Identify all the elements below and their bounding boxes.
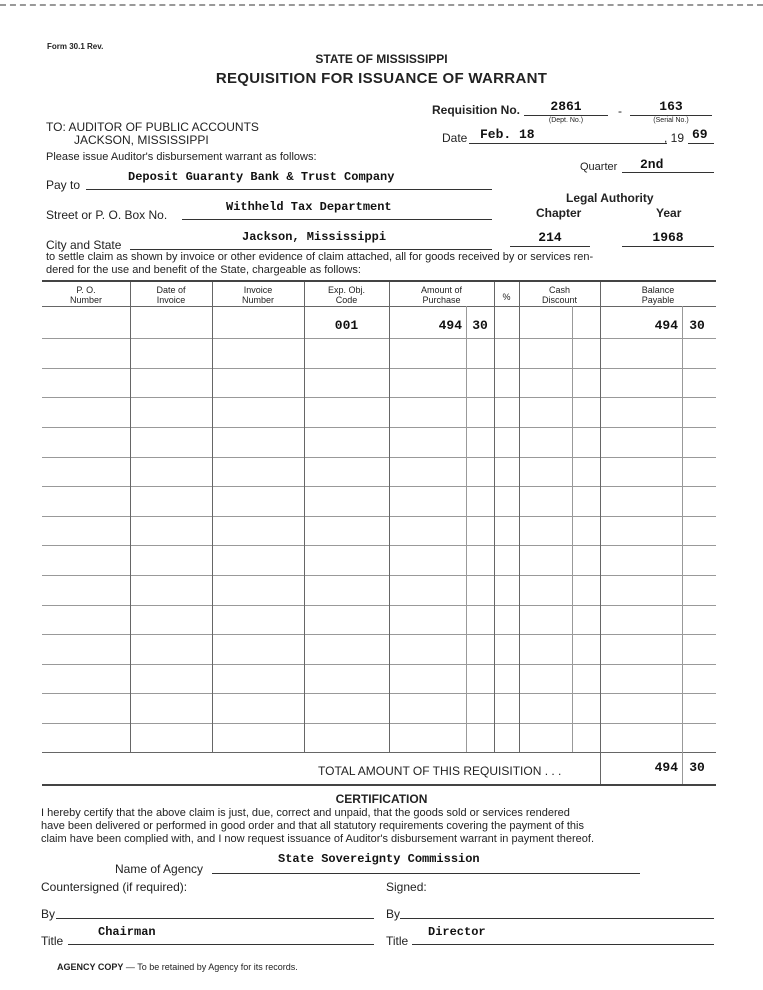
year-line (688, 143, 714, 144)
page-title: REQUISITION FOR ISSUANCE OF WARRANT (215, 70, 548, 87)
header-balance (600, 285, 716, 305)
serial-number: 163 (659, 99, 683, 114)
requisition-label: Requisition No. (432, 103, 520, 117)
row1-amount-cents: 30 (472, 318, 488, 333)
row1-balance-dollars: 494 (654, 318, 678, 333)
total-cents: 30 (689, 760, 705, 775)
chapter-line (510, 246, 590, 247)
state-heading: STATE OF MISSISSIPPI (315, 52, 448, 66)
settle-text-line2: dered for the use and benefit of the State, chargeable as follows: (46, 264, 361, 276)
row-line (42, 427, 716, 428)
table-top-border (42, 280, 716, 282)
countersigned-label: Countersigned (if required): (41, 880, 188, 894)
date-label: Date (442, 131, 468, 145)
header-invoice-line2: Number (241, 295, 274, 305)
header-invoice (212, 285, 304, 305)
agency-value: State Sovereignty Commission (278, 852, 480, 866)
header-exp-line2: Code (335, 295, 358, 305)
row-line (42, 457, 716, 458)
requisition-dash: - (618, 104, 622, 118)
header-po-line1: P. O. (76, 285, 96, 295)
row-line (42, 723, 716, 724)
header-exp (304, 285, 389, 305)
certification-line1: I hereby certify that the above claim is just, due, correct and unpaid, that the goods sold or services rendered (41, 807, 570, 819)
left-by-label: By (41, 907, 56, 921)
year-prefix: , 19 (664, 131, 685, 145)
dept-no-line (524, 115, 608, 116)
col-divider (494, 282, 495, 752)
row-line (42, 545, 716, 546)
right-by-line (400, 918, 714, 919)
footer-note (57, 962, 298, 972)
table-bottom-border (42, 784, 716, 786)
cents-divider (572, 306, 573, 752)
street-label: Street or P. O. Box No. (46, 208, 168, 222)
row1-exp-code: 001 (334, 318, 359, 333)
quarter-line (622, 172, 714, 173)
settle-text-line1: to settle claim as shown by invoice or other evidence of claim attached, all for goods received by or services ren- (46, 251, 594, 263)
page-top-edge (0, 4, 763, 6)
chapter-label: Chapter (536, 206, 582, 220)
left-title-label: Title (41, 934, 64, 948)
header-exp-line1: Exp. Obj. (327, 285, 365, 295)
row-line (42, 634, 716, 635)
header-balance-line1: Balance (641, 285, 675, 295)
row1-balance-cents: 30 (689, 318, 705, 333)
header-percent: % (502, 292, 511, 302)
certification-title: CERTIFICATION (335, 792, 428, 806)
signed-label: Signed: (386, 880, 427, 894)
serial-no-line (630, 115, 712, 116)
dept-caption: (Dept. No.) (548, 117, 584, 124)
pay-to-label: Pay to (46, 178, 81, 192)
chapter-value: 214 (538, 230, 562, 245)
table-body-bottom (42, 752, 716, 753)
city-label: City and State (46, 238, 122, 252)
row-line (42, 664, 716, 665)
legal-year-value: 1968 (652, 230, 684, 245)
agency-line (212, 873, 640, 874)
right-by-label: By (386, 907, 401, 921)
header-amount-line2: Purchase (422, 295, 461, 305)
issue-instruction: Please issue Auditor's disbursement warrant as follows: (46, 151, 317, 163)
header-date (130, 285, 212, 305)
header-date-line2: Invoice (156, 295, 186, 305)
left-by-line (56, 918, 374, 919)
row-line (42, 368, 716, 369)
col-divider (389, 282, 390, 752)
total-label: TOTAL AMOUNT OF THIS REQUISITION . . . (318, 764, 562, 778)
dept-number: 2861 (550, 99, 582, 114)
year-value: 69 (692, 127, 708, 142)
col-divider (304, 282, 305, 752)
right-title-value: Director (428, 925, 486, 939)
agency-label: Name of Agency (115, 862, 204, 876)
row-line (42, 397, 716, 398)
legal-year-line (622, 246, 714, 247)
date-value: Feb. 18 (480, 127, 535, 142)
header-po (42, 285, 130, 305)
year-column-label: Year (656, 206, 682, 220)
left-title-value: Chairman (98, 925, 156, 939)
pay-to-value: Deposit Guaranty Bank & Trust Company (128, 170, 395, 184)
header-balance-line2: Payable (641, 295, 675, 305)
header-invoice-line1: Invoice (243, 285, 273, 295)
row-line (42, 516, 716, 517)
agency-copy-text: — To be retained by Agency for its records. (123, 962, 298, 972)
col-divider (519, 282, 520, 752)
cents-divider (466, 306, 467, 752)
row1-amount-dollars: 494 (438, 318, 462, 333)
row-line (42, 486, 716, 487)
row-line (42, 338, 716, 339)
addressee-line2: JACKSON, MISSISSIPPI (74, 133, 209, 147)
street-value: Withheld Tax Department (226, 200, 392, 214)
legal-authority-title: Legal Authority (566, 191, 654, 205)
right-title-line (412, 944, 714, 945)
cents-divider (682, 306, 683, 784)
right-title-label: Title (386, 934, 409, 948)
header-amount-line1: Amount of (420, 285, 463, 295)
header-cash-line1: Cash (548, 285, 570, 295)
total-dollars: 494 (654, 760, 678, 775)
col-divider (212, 282, 213, 752)
header-po-line2: Number (69, 295, 102, 305)
row-line (42, 575, 716, 576)
left-title-line (68, 944, 374, 945)
street-line (182, 219, 492, 220)
addressee-line1: TO: AUDITOR OF PUBLIC ACCOUNTS (46, 120, 259, 134)
header-cash-line2: Discount (541, 295, 577, 305)
form-number: Form 30.1 Rev. (47, 42, 104, 51)
quarter-label: Quarter (580, 161, 618, 173)
col-divider (600, 282, 601, 784)
date-line (469, 143, 667, 144)
quarter-value: 2nd (640, 157, 664, 172)
certification-line3: claim have been complied with, and I now request issuance of Auditor's disbursement warrant in payment thereof. (41, 833, 595, 845)
city-value: Jackson, Mississippi (242, 230, 387, 244)
header-date-line1: Date of (156, 285, 186, 295)
agency-copy-label: AGENCY COPY (57, 962, 124, 972)
header-cash (519, 285, 600, 305)
serial-caption: (Serial No.) (653, 117, 689, 124)
row-line (42, 605, 716, 606)
certification-line2: have been delivered or performed in good order and that all statutory requirements covering the payment of this (41, 820, 584, 832)
col-divider (130, 282, 131, 752)
row-line (42, 693, 716, 694)
header-amount (389, 285, 494, 305)
city-line (130, 249, 492, 250)
table-header-border (42, 306, 716, 307)
pay-to-line (86, 189, 492, 190)
